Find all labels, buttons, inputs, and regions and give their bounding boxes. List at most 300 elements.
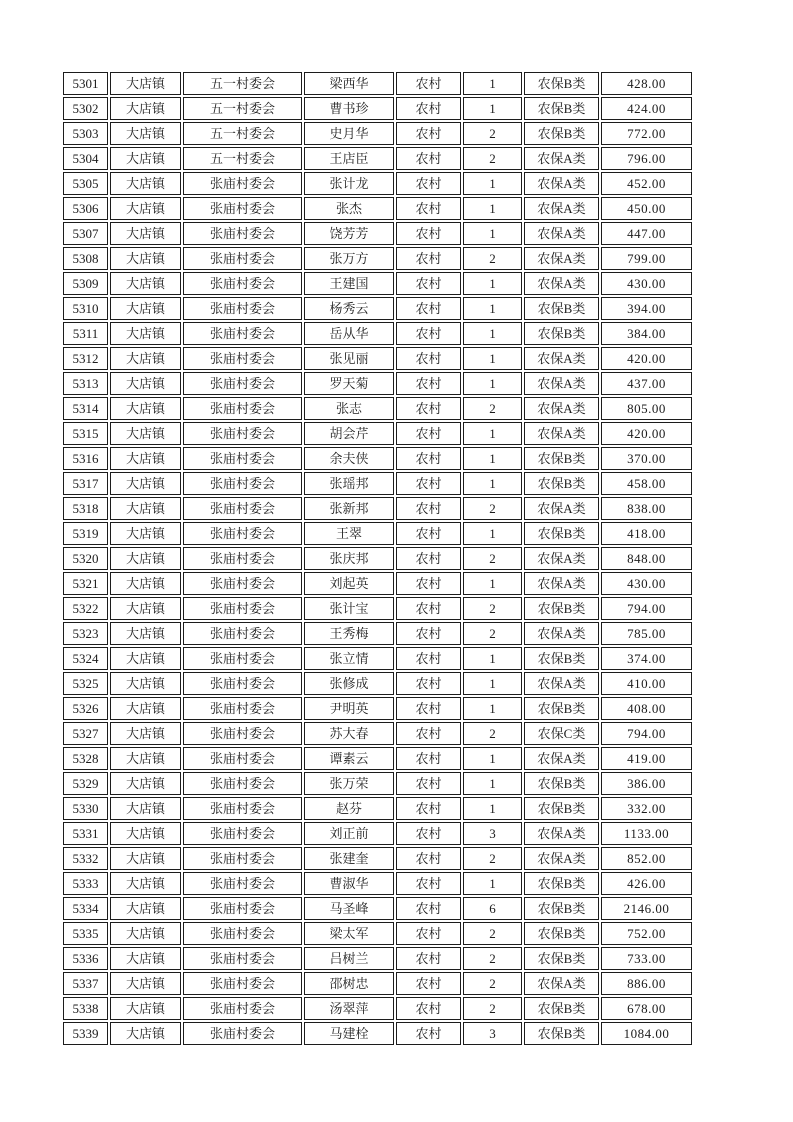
insurance-category-cell: 农保B类 [524, 97, 599, 120]
household-type-cell: 农村 [396, 72, 461, 95]
serial-number-cell: 5321 [63, 572, 108, 595]
person-name-cell: 张志 [304, 397, 394, 420]
household-type-cell: 农村 [396, 172, 461, 195]
table-row [63, 922, 692, 945]
household-type-cell: 农村 [396, 247, 461, 270]
table-row [63, 797, 692, 820]
household-type-cell: 农村 [396, 897, 461, 920]
table-row [63, 847, 692, 870]
village-committee-cell: 张庙村委会 [183, 972, 302, 995]
person-name-cell: 吕树兰 [304, 947, 394, 970]
household-type-cell: 农村 [396, 397, 461, 420]
person-count-cell: 1 [463, 447, 522, 470]
amount-cell: 452.00 [601, 172, 692, 195]
person-name-cell: 张万方 [304, 247, 394, 270]
insurance-category-cell: 农保B类 [524, 647, 599, 670]
household-type-cell: 农村 [396, 272, 461, 295]
person-name-cell: 张修成 [304, 672, 394, 695]
person-name-cell: 刘正前 [304, 822, 394, 845]
serial-number-cell: 5312 [63, 347, 108, 370]
village-committee-cell: 张庙村委会 [183, 897, 302, 920]
serial-number-cell: 5327 [63, 722, 108, 745]
insurance-category-cell: 农保B类 [524, 597, 599, 620]
town-cell: 大店镇 [110, 747, 181, 770]
household-type-cell: 农村 [396, 197, 461, 220]
household-type-cell: 农村 [396, 372, 461, 395]
village-committee-cell: 张庙村委会 [183, 222, 302, 245]
serial-number-cell: 5318 [63, 497, 108, 520]
table-row [63, 347, 692, 370]
amount-cell: 805.00 [601, 397, 692, 420]
village-committee-cell: 五一村委会 [183, 122, 302, 145]
village-committee-cell: 五一村委会 [183, 97, 302, 120]
person-count-cell: 1 [463, 672, 522, 695]
serial-number-cell: 5322 [63, 597, 108, 620]
table-row [63, 397, 692, 420]
village-committee-cell: 张庙村委会 [183, 847, 302, 870]
village-committee-cell: 张庙村委会 [183, 472, 302, 495]
serial-number-cell: 5306 [63, 197, 108, 220]
insurance-category-cell: 农保A类 [524, 147, 599, 170]
village-committee-cell: 张庙村委会 [183, 447, 302, 470]
person-name-cell: 王秀梅 [304, 622, 394, 645]
household-type-cell: 农村 [396, 1022, 461, 1045]
town-cell: 大店镇 [110, 797, 181, 820]
person-name-cell: 罗天菊 [304, 372, 394, 395]
town-cell: 大店镇 [110, 497, 181, 520]
table-row [63, 997, 692, 1020]
person-name-cell: 史月华 [304, 122, 394, 145]
person-count-cell: 2 [463, 497, 522, 520]
person-count-cell: 1 [463, 272, 522, 295]
person-name-cell: 张庆邦 [304, 547, 394, 570]
town-cell: 大店镇 [110, 422, 181, 445]
table-row [63, 622, 692, 645]
amount-cell: 332.00 [601, 797, 692, 820]
insurance-category-cell: 农保A类 [524, 622, 599, 645]
town-cell: 大店镇 [110, 997, 181, 1020]
amount-cell: 430.00 [601, 572, 692, 595]
village-committee-cell: 张庙村委会 [183, 947, 302, 970]
village-committee-cell: 张庙村委会 [183, 522, 302, 545]
town-cell: 大店镇 [110, 922, 181, 945]
serial-number-cell: 5311 [63, 322, 108, 345]
amount-cell: 428.00 [601, 72, 692, 95]
person-count-cell: 1 [463, 772, 522, 795]
amount-cell: 437.00 [601, 372, 692, 395]
town-cell: 大店镇 [110, 572, 181, 595]
insurance-category-cell: 农保B类 [524, 997, 599, 1020]
person-count-cell: 2 [463, 597, 522, 620]
village-committee-cell: 张庙村委会 [183, 647, 302, 670]
serial-number-cell: 5337 [63, 972, 108, 995]
table-row [63, 447, 692, 470]
table-row [63, 297, 692, 320]
person-count-cell: 1 [463, 172, 522, 195]
town-cell: 大店镇 [110, 947, 181, 970]
person-count-cell: 1 [463, 747, 522, 770]
serial-number-cell: 5338 [63, 997, 108, 1020]
person-name-cell: 张见丽 [304, 347, 394, 370]
table-row [63, 972, 692, 995]
person-name-cell: 刘起英 [304, 572, 394, 595]
person-name-cell: 饶芳芳 [304, 222, 394, 245]
insurance-category-cell: 农保B类 [524, 947, 599, 970]
person-name-cell: 赵芬 [304, 797, 394, 820]
table-row [63, 372, 692, 395]
household-type-cell: 农村 [396, 122, 461, 145]
amount-cell: 886.00 [601, 972, 692, 995]
household-type-cell: 农村 [396, 722, 461, 745]
town-cell: 大店镇 [110, 622, 181, 645]
person-name-cell: 杨秀云 [304, 297, 394, 320]
household-type-cell: 农村 [396, 647, 461, 670]
person-count-cell: 1 [463, 522, 522, 545]
serial-number-cell: 5336 [63, 947, 108, 970]
amount-cell: 799.00 [601, 247, 692, 270]
serial-number-cell: 5307 [63, 222, 108, 245]
amount-cell: 1133.00 [601, 822, 692, 845]
insurance-category-cell: 农保B类 [524, 872, 599, 895]
village-committee-cell: 张庙村委会 [183, 597, 302, 620]
amount-cell: 794.00 [601, 597, 692, 620]
table-row [63, 897, 692, 920]
person-name-cell: 张新邦 [304, 497, 394, 520]
household-type-cell: 农村 [396, 572, 461, 595]
amount-cell: 424.00 [601, 97, 692, 120]
person-name-cell: 张杰 [304, 197, 394, 220]
insurance-category-cell: 农保A类 [524, 497, 599, 520]
person-count-cell: 2 [463, 847, 522, 870]
village-committee-cell: 张庙村委会 [183, 797, 302, 820]
serial-number-cell: 5313 [63, 372, 108, 395]
amount-cell: 838.00 [601, 497, 692, 520]
person-count-cell: 1 [463, 422, 522, 445]
insurance-category-cell: 农保B类 [524, 1022, 599, 1045]
insurance-category-cell: 农保B类 [524, 322, 599, 345]
town-cell: 大店镇 [110, 597, 181, 620]
serial-number-cell: 5310 [63, 297, 108, 320]
village-committee-cell: 张庙村委会 [183, 422, 302, 445]
village-committee-cell: 张庙村委会 [183, 872, 302, 895]
serial-number-cell: 5305 [63, 172, 108, 195]
village-committee-cell: 张庙村委会 [183, 672, 302, 695]
person-count-cell: 1 [463, 872, 522, 895]
amount-cell: 772.00 [601, 122, 692, 145]
village-committee-cell: 张庙村委会 [183, 722, 302, 745]
serial-number-cell: 5326 [63, 697, 108, 720]
amount-cell: 794.00 [601, 722, 692, 745]
household-type-cell: 农村 [396, 747, 461, 770]
village-committee-cell: 张庙村委会 [183, 747, 302, 770]
table-row [63, 947, 692, 970]
table-row [63, 597, 692, 620]
serial-number-cell: 5302 [63, 97, 108, 120]
amount-cell: 374.00 [601, 647, 692, 670]
town-cell: 大店镇 [110, 822, 181, 845]
household-type-cell: 农村 [396, 97, 461, 120]
person-name-cell: 张建奎 [304, 847, 394, 870]
serial-number-cell: 5333 [63, 872, 108, 895]
person-count-cell: 2 [463, 122, 522, 145]
village-committee-cell: 张庙村委会 [183, 772, 302, 795]
serial-number-cell: 5314 [63, 397, 108, 420]
village-committee-cell: 张庙村委会 [183, 997, 302, 1020]
town-cell: 大店镇 [110, 322, 181, 345]
person-count-cell: 6 [463, 897, 522, 920]
village-committee-cell: 张庙村委会 [183, 272, 302, 295]
village-committee-cell: 张庙村委会 [183, 572, 302, 595]
insurance-category-cell: 农保A类 [524, 197, 599, 220]
payment-table [61, 70, 694, 1047]
village-committee-cell: 张庙村委会 [183, 322, 302, 345]
person-count-cell: 1 [463, 697, 522, 720]
amount-cell: 418.00 [601, 522, 692, 545]
serial-number-cell: 5331 [63, 822, 108, 845]
insurance-category-cell: 农保A类 [524, 272, 599, 295]
village-committee-cell: 张庙村委会 [183, 697, 302, 720]
household-type-cell: 农村 [396, 497, 461, 520]
amount-cell: 394.00 [601, 297, 692, 320]
person-count-cell: 2 [463, 722, 522, 745]
person-count-cell: 2 [463, 997, 522, 1020]
household-type-cell: 农村 [396, 347, 461, 370]
village-committee-cell: 张庙村委会 [183, 547, 302, 570]
amount-cell: 420.00 [601, 422, 692, 445]
household-type-cell: 农村 [396, 822, 461, 845]
town-cell: 大店镇 [110, 872, 181, 895]
serial-number-cell: 5315 [63, 422, 108, 445]
amount-cell: 370.00 [601, 447, 692, 470]
person-name-cell: 张计龙 [304, 172, 394, 195]
village-committee-cell: 张庙村委会 [183, 172, 302, 195]
household-type-cell: 农村 [396, 472, 461, 495]
household-type-cell: 农村 [396, 797, 461, 820]
village-committee-cell: 张庙村委会 [183, 347, 302, 370]
table-row [63, 772, 692, 795]
amount-cell: 410.00 [601, 672, 692, 695]
household-type-cell: 农村 [396, 997, 461, 1020]
table-row [63, 72, 692, 95]
insurance-category-cell: 农保A类 [524, 222, 599, 245]
table-row [63, 547, 692, 570]
person-name-cell: 曹淑华 [304, 872, 394, 895]
insurance-category-cell: 农保B类 [524, 72, 599, 95]
table-row [63, 747, 692, 770]
table-row [63, 247, 692, 270]
serial-number-cell: 5316 [63, 447, 108, 470]
household-type-cell: 农村 [396, 772, 461, 795]
person-count-cell: 3 [463, 822, 522, 845]
town-cell: 大店镇 [110, 197, 181, 220]
table-row [63, 822, 692, 845]
person-count-cell: 1 [463, 347, 522, 370]
serial-number-cell: 5330 [63, 797, 108, 820]
insurance-category-cell: 农保A类 [524, 847, 599, 870]
person-name-cell: 张立情 [304, 647, 394, 670]
amount-cell: 733.00 [601, 947, 692, 970]
insurance-category-cell: 农保B类 [524, 297, 599, 320]
person-name-cell: 张计宝 [304, 597, 394, 620]
serial-number-cell: 5328 [63, 747, 108, 770]
person-name-cell: 张万荣 [304, 772, 394, 795]
town-cell: 大店镇 [110, 547, 181, 570]
insurance-category-cell: 农保A类 [524, 972, 599, 995]
amount-cell: 678.00 [601, 997, 692, 1020]
insurance-category-cell: 农保B类 [524, 897, 599, 920]
insurance-category-cell: 农保A类 [524, 822, 599, 845]
amount-cell: 419.00 [601, 747, 692, 770]
serial-number-cell: 5323 [63, 622, 108, 645]
person-name-cell: 余夫侠 [304, 447, 394, 470]
person-count-cell: 1 [463, 72, 522, 95]
person-count-cell: 1 [463, 222, 522, 245]
table-row [63, 672, 692, 695]
table-row [63, 197, 692, 220]
town-cell: 大店镇 [110, 372, 181, 395]
amount-cell: 785.00 [601, 622, 692, 645]
insurance-category-cell: 农保A类 [524, 422, 599, 445]
town-cell: 大店镇 [110, 97, 181, 120]
person-name-cell: 梁西华 [304, 72, 394, 95]
person-name-cell: 王翠 [304, 522, 394, 545]
village-committee-cell: 张庙村委会 [183, 247, 302, 270]
person-count-cell: 2 [463, 247, 522, 270]
person-name-cell: 汤翠萍 [304, 997, 394, 1020]
table-row [63, 722, 692, 745]
village-committee-cell: 张庙村委会 [183, 497, 302, 520]
town-cell: 大店镇 [110, 897, 181, 920]
household-type-cell: 农村 [396, 447, 461, 470]
serial-number-cell: 5329 [63, 772, 108, 795]
town-cell: 大店镇 [110, 647, 181, 670]
insurance-category-cell: 农保B类 [524, 522, 599, 545]
town-cell: 大店镇 [110, 397, 181, 420]
table-row [63, 122, 692, 145]
household-type-cell: 农村 [396, 947, 461, 970]
amount-cell: 430.00 [601, 272, 692, 295]
amount-cell: 426.00 [601, 872, 692, 895]
town-cell: 大店镇 [110, 247, 181, 270]
village-committee-cell: 五一村委会 [183, 147, 302, 170]
person-name-cell: 邵树忠 [304, 972, 394, 995]
table-row [63, 497, 692, 520]
amount-cell: 458.00 [601, 472, 692, 495]
person-name-cell: 胡会芹 [304, 422, 394, 445]
person-count-cell: 2 [463, 547, 522, 570]
person-name-cell: 王店臣 [304, 147, 394, 170]
household-type-cell: 农村 [396, 597, 461, 620]
table-row [63, 172, 692, 195]
table-row [63, 272, 692, 295]
town-cell: 大店镇 [110, 672, 181, 695]
town-cell: 大店镇 [110, 972, 181, 995]
insurance-category-cell: 农保A类 [524, 672, 599, 695]
person-count-cell: 1 [463, 797, 522, 820]
village-committee-cell: 五一村委会 [183, 72, 302, 95]
village-committee-cell: 张庙村委会 [183, 397, 302, 420]
town-cell: 大店镇 [110, 847, 181, 870]
person-count-cell: 1 [463, 572, 522, 595]
town-cell: 大店镇 [110, 122, 181, 145]
table-row [63, 97, 692, 120]
person-count-cell: 1 [463, 322, 522, 345]
amount-cell: 848.00 [601, 547, 692, 570]
insurance-category-cell: 农保B类 [524, 472, 599, 495]
town-cell: 大店镇 [110, 1022, 181, 1045]
serial-number-cell: 5332 [63, 847, 108, 870]
person-count-cell: 2 [463, 622, 522, 645]
insurance-category-cell: 农保A类 [524, 247, 599, 270]
serial-number-cell: 5319 [63, 522, 108, 545]
town-cell: 大店镇 [110, 772, 181, 795]
amount-cell: 447.00 [601, 222, 692, 245]
town-cell: 大店镇 [110, 272, 181, 295]
table-row [63, 472, 692, 495]
household-type-cell: 农村 [396, 322, 461, 345]
household-type-cell: 农村 [396, 922, 461, 945]
table-row [63, 522, 692, 545]
person-name-cell: 马圣峰 [304, 897, 394, 920]
serial-number-cell: 5304 [63, 147, 108, 170]
town-cell: 大店镇 [110, 72, 181, 95]
serial-number-cell: 5301 [63, 72, 108, 95]
insurance-category-cell: 农保C类 [524, 722, 599, 745]
insurance-category-cell: 农保B类 [524, 122, 599, 145]
person-count-cell: 2 [463, 922, 522, 945]
village-committee-cell: 张庙村委会 [183, 197, 302, 220]
person-count-cell: 1 [463, 372, 522, 395]
table-row [63, 872, 692, 895]
person-count-cell: 1 [463, 472, 522, 495]
household-type-cell: 农村 [396, 847, 461, 870]
serial-number-cell: 5339 [63, 1022, 108, 1045]
insurance-category-cell: 农保B类 [524, 922, 599, 945]
table-row [63, 322, 692, 345]
household-type-cell: 农村 [396, 972, 461, 995]
amount-cell: 386.00 [601, 772, 692, 795]
household-type-cell: 农村 [396, 297, 461, 320]
amount-cell: 408.00 [601, 697, 692, 720]
person-count-cell: 1 [463, 647, 522, 670]
amount-cell: 2146.00 [601, 897, 692, 920]
insurance-category-cell: 农保B类 [524, 447, 599, 470]
person-count-cell: 1 [463, 297, 522, 320]
household-type-cell: 农村 [396, 872, 461, 895]
person-count-cell: 2 [463, 147, 522, 170]
village-committee-cell: 张庙村委会 [183, 372, 302, 395]
village-committee-cell: 张庙村委会 [183, 297, 302, 320]
person-name-cell: 马建栓 [304, 1022, 394, 1045]
serial-number-cell: 5308 [63, 247, 108, 270]
person-name-cell: 曹书珍 [304, 97, 394, 120]
town-cell: 大店镇 [110, 347, 181, 370]
person-count-cell: 1 [463, 97, 522, 120]
person-count-cell: 2 [463, 397, 522, 420]
household-type-cell: 农村 [396, 522, 461, 545]
household-type-cell: 农村 [396, 697, 461, 720]
person-name-cell: 苏大春 [304, 722, 394, 745]
person-name-cell: 王建国 [304, 272, 394, 295]
person-count-cell: 3 [463, 1022, 522, 1045]
household-type-cell: 农村 [396, 147, 461, 170]
person-name-cell: 梁太军 [304, 922, 394, 945]
serial-number-cell: 5309 [63, 272, 108, 295]
village-committee-cell: 张庙村委会 [183, 822, 302, 845]
village-committee-cell: 张庙村委会 [183, 622, 302, 645]
insurance-category-cell: 农保B类 [524, 697, 599, 720]
town-cell: 大店镇 [110, 447, 181, 470]
